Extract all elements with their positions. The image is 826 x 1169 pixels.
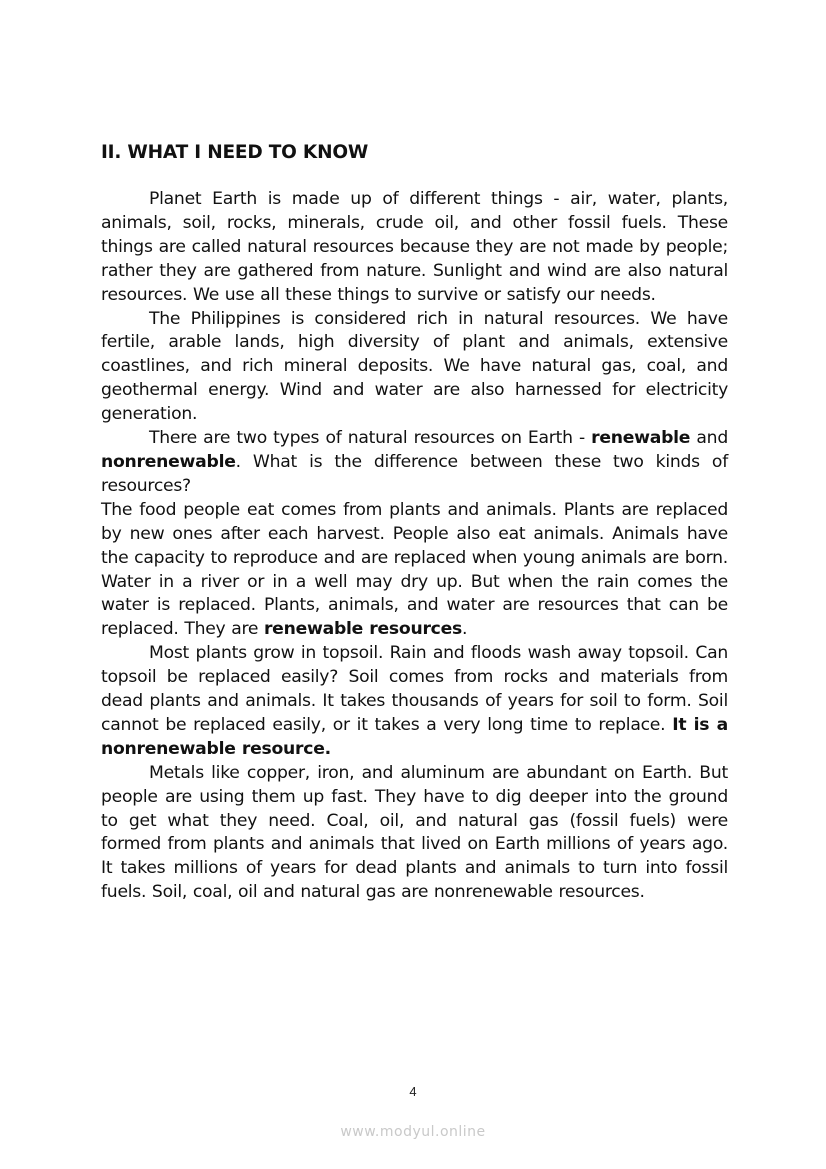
term-nonrenewable-resource: It is a nonrenewable resource. — [101, 714, 728, 759]
page-content — [101, 140, 728, 905]
term-nonrenewable: nonrenewable — [101, 451, 236, 472]
types-text-before: There are two types of natural resources on Earth - — [149, 428, 592, 449]
types-text-after: . What is the difference between these two kinds of resources? — [101, 451, 728, 496]
section-heading: II. WHAT I NEED TO KNOW — [101, 142, 369, 163]
paragraph-renewable — [101, 499, 728, 642]
topsoil-text: Most plants grow in topsoil. Rain and floods wash away topsoil. Can topsoil be replaced easily? Soil comes from rocks and materials from dead plants and animals. It takes thousands of years for soil to form. Soil cannot be replaced easily, or it takes a very long time to replace. — [101, 643, 728, 735]
paragraph-types — [101, 427, 728, 499]
term-renewable-resources: renewable resources — [263, 619, 463, 640]
renewable-text: The food people eat comes from plants and animals. Plants are replaced by new ones after each harvest. People also eat animals. Animals have the capacity to reproduce and are replaced when young animals are born. Water in a river or in a well may dry up. But when the rain comes the water is replaced. Plants, animals, and water are resources that can be replaced. They are — [101, 499, 728, 640]
watermark: www.modyul.online — [340, 1124, 486, 1140]
paragraph-metals-fossil-fuels: Metals like copper, iron, and aluminum are abundant on Earth. But people are using them up fast. They have to dig deeper into the ground to get what they need. Coal, oil, and natural gas (fossil fuels) were formed from plants and animals that lived on Earth millions of years ago. It takes millions of years for dead plants and animals to turn into fossil fuels. Soil, coal, oil and natural gas are nonrenewable resources. — [101, 762, 728, 903]
page-number: 4 — [409, 1084, 417, 1099]
paragraph-topsoil — [101, 642, 728, 762]
paragraph-earth-resources: Planet Earth is made up of different things - air, water, plants, animals, soil, rocks, minerals, crude oil, and other fossil fuels. These things are called natural resources because they are not made by people; rather they are gathered from nature. Sunlight and wind are also natural resources. We use all these things to survive or satisfy our needs. — [101, 189, 728, 305]
renewable-text-end: . — [462, 619, 468, 640]
paragraph-philippines: The Philippines is considered rich in natural resources. We have fertile, arable lands, high diversity of plant and animals, extensive coastlines, and rich mineral deposits. We have natural gas, coal, and geothermal energy. Wind and water are also harnessed for electricity generation. — [101, 308, 728, 425]
types-text-mid: and — [690, 428, 728, 449]
term-renewable: renewable — [591, 428, 691, 449]
